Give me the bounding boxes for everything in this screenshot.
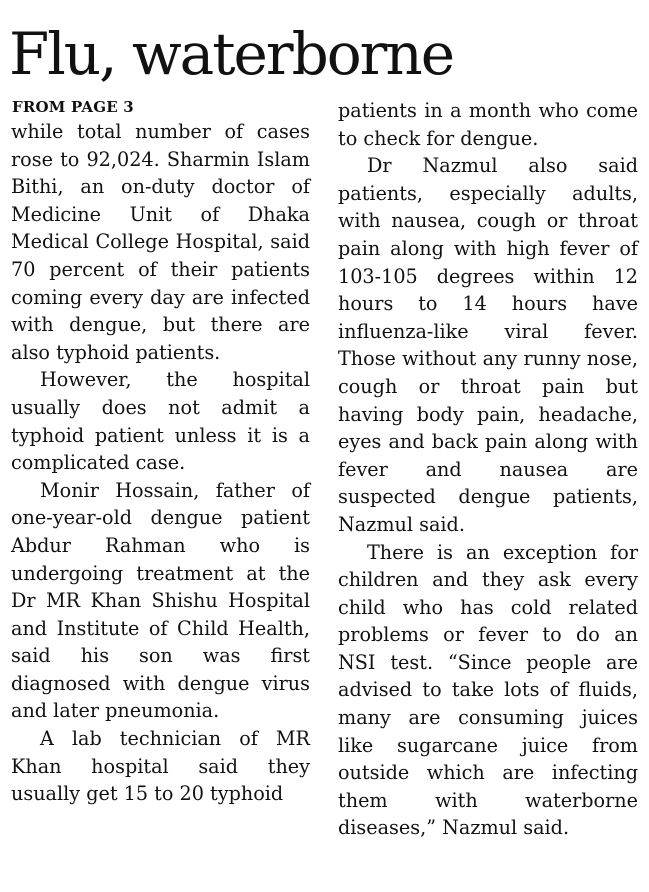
paragraph: Dr Nazmul also said patients, especially adults, with nausea, cough or throat pain along with high fever of 103-105 degrees within 12 hours to 14 hours have influenza-like viral fever. Those without any runny nose, cough or throat pain but having body pain, headache, eyes and back pain along with fever and nausea are suspected dengue patients, Nazmul said. xyxy=(338,154,638,536)
paragraph: while total number of cases rose to 92,024. Sharmin Islam Bithi, an on-duty doctor of Medicine Unit of Dhaka Medical College Hospital, said 70 percent of their patients coming every day are infected with dengue, but there are also typhoid patients. xyxy=(11,120,310,364)
jump-label: FROM PAGE 3 xyxy=(12,98,134,116)
left-column xyxy=(11,118,310,808)
headline: Flu, waterborne xyxy=(9,20,454,88)
paragraph: There is an exception for children and they ask every child who has cold related problems or fever to do an NSI test. “Since people are advised to take lots of fluids, many are consuming juices like sugarcane juice from outside which are infecting them with waterborne diseases,” Nazmul said. xyxy=(338,540,638,840)
paragraph: Monir Hossain, father of one-year-old dengue patient Abdur Rahman who is undergoing treatment at the Dr MR Khan Shishu Hospital and Institute of Child Health, said his son was first diagnosed with dengue virus and later pneumonia. xyxy=(11,478,310,723)
paragraph: patients in a month who come to check for dengue. xyxy=(338,99,638,150)
right-column xyxy=(338,97,638,842)
paragraph: However, the hospital usually does not admit a typhoid patient unless it is a complicated case. xyxy=(11,368,310,475)
paragraph: A lab technician of MR Khan hospital said they usually get 15 to 20 typhoid xyxy=(11,727,310,806)
